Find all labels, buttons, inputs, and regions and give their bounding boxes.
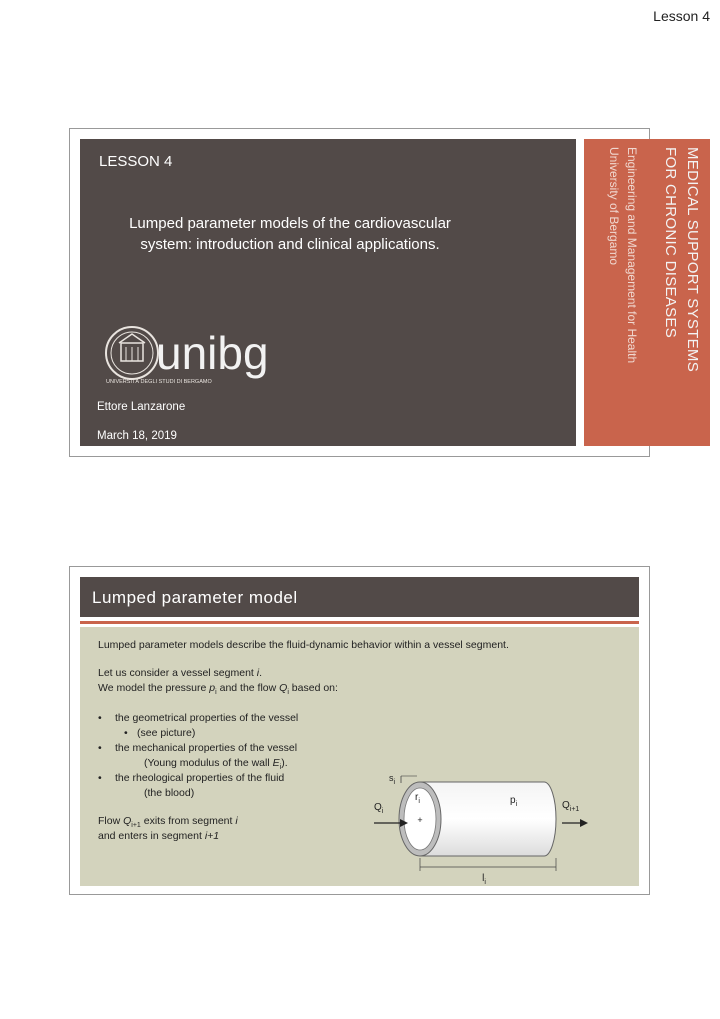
flow-text-line1: Flow $Q_{i+1}$ exits from segment i	[98, 815, 238, 830]
university-name: University of Bergamo	[607, 147, 621, 266]
bullet-geometry: the geometrical properties of the vessel	[115, 712, 299, 724]
logo-wordmark: unibg	[156, 327, 269, 379]
course-title-line2: FOR CHRONIC DISEASES	[662, 147, 679, 339]
course-panel	[584, 139, 710, 446]
sub-bullet-marker: •	[124, 727, 128, 739]
course-title-line1: MEDICAL SUPPORT SYSTEMS	[684, 147, 701, 373]
bullet-mechanical: the mechanical properties of the vessel	[115, 742, 298, 754]
bullet-rheological: the rheological properties of the fluid	[115, 772, 285, 784]
lesson-title	[80, 213, 500, 255]
department-name: Engineering and Management for Health	[625, 147, 639, 364]
length-label: $l_i$	[482, 873, 486, 884]
bullet-geometry-sub: (see picture)	[137, 727, 196, 739]
lesson-label: LESSON 4	[99, 153, 173, 170]
lesson-title-line2: system: introduction and clinical applications.	[140, 236, 440, 253]
slide-header	[80, 577, 639, 617]
page-header: Lesson 4	[653, 8, 710, 24]
inflow-label: $Q_i$	[374, 802, 384, 815]
thickness-label: $s_i$	[389, 773, 396, 786]
pressure-label: $p_i$	[510, 795, 518, 808]
header-accent-stripe	[80, 621, 639, 624]
university-seal-icon	[106, 327, 158, 379]
bullet-mechanical-sub: (Young modulus of the wall $E_i$).	[144, 757, 288, 772]
author-name: Ettore Lanzarone	[97, 401, 186, 413]
logo-subtext: UNIVERSITÀ DEGLI STUDI DI BERGAMO	[106, 379, 212, 385]
slide-body	[80, 627, 639, 886]
title-slide	[69, 128, 701, 457]
bullet-marker: •	[98, 772, 102, 784]
vessel-segment-diagram	[374, 769, 588, 884]
bullet-marker: •	[98, 742, 102, 754]
content-slide	[69, 566, 650, 895]
bullet-rheological-sub: (the blood)	[144, 787, 195, 799]
radius-label: $r_i$	[415, 792, 420, 805]
bullet-marker: •	[98, 712, 102, 724]
slide-title: Lumped parameter model	[92, 588, 298, 607]
model-text: We model the pressure $p_i$ and the flow $Q_i$ based on:	[98, 682, 338, 697]
intro-text: Lumped parameter models describe the fluid-dynamic behavior within a vessel segment.	[98, 639, 509, 651]
outflow-label: $Q_{i+1}$	[562, 800, 580, 813]
flow-text-line2: and enters in segment i+1	[98, 830, 220, 842]
center-mark: +	[417, 815, 423, 825]
university-logo	[102, 325, 282, 385]
outlet-arrow-head	[580, 819, 588, 827]
lesson-title-line1: Lumped parameter models of the cardiovascular	[129, 215, 451, 232]
lesson-date: March 18, 2019	[97, 430, 177, 442]
consider-text: Let us consider a vessel segment i.	[98, 667, 263, 679]
title-panel	[80, 139, 576, 446]
